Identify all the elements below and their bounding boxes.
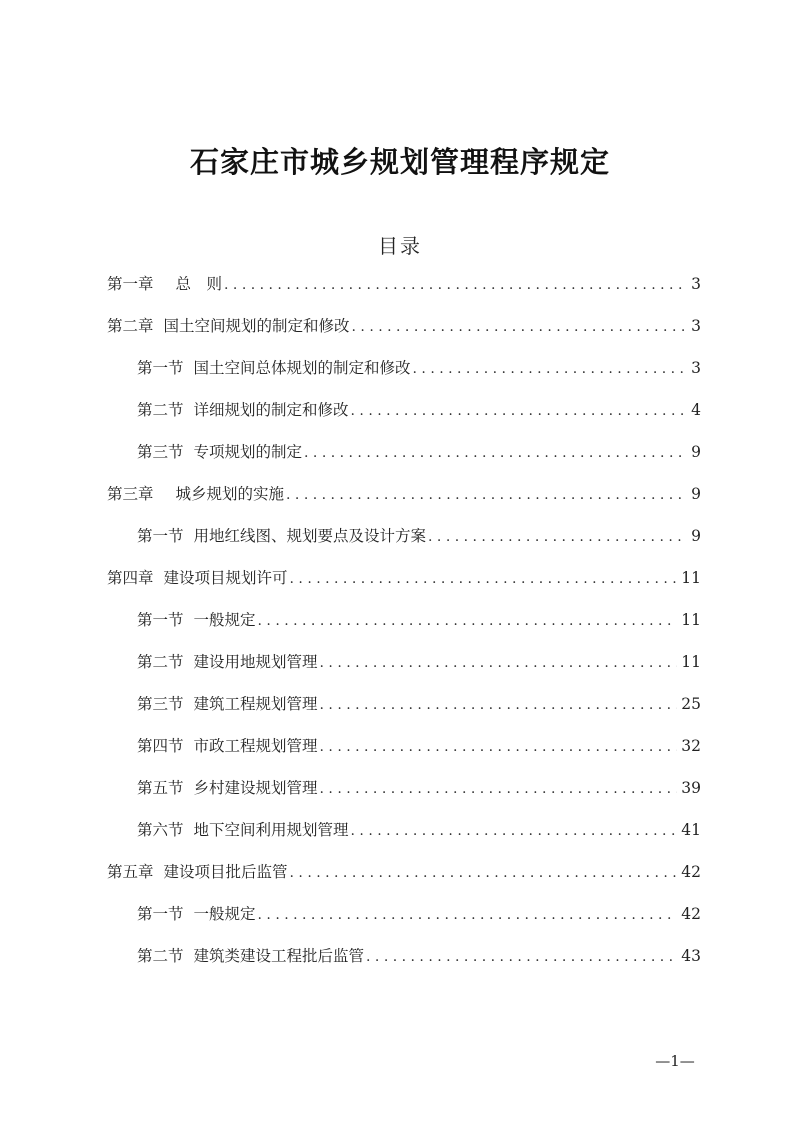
toc-entry-title: 国土空间规划的制定和修改 — [163, 317, 350, 335]
toc-entry[interactable] — [107, 524, 701, 566]
toc-entry-title: 用地红线图、规划要点及设计方案 — [193, 527, 427, 545]
toc-entry-page: 25 — [681, 695, 701, 713]
toc-entry-page: 42 — [681, 905, 701, 923]
dot-leader — [290, 861, 678, 885]
toc-entry-page: 3 — [691, 359, 701, 377]
dot-leader — [351, 399, 688, 423]
toc-entry-title: 市政工程规划管理 — [193, 737, 318, 755]
toc-heading: 目录 — [378, 234, 422, 258]
toc-entry-number: 第二节 — [137, 947, 184, 965]
toc-entry-page: 41 — [681, 821, 701, 839]
toc-entry-page: 11 — [681, 653, 701, 671]
toc-entry-page: 9 — [691, 485, 701, 503]
dot-leader — [224, 273, 687, 297]
toc-entry[interactable] — [107, 440, 701, 482]
dot-leader — [304, 441, 687, 465]
toc-entry[interactable] — [107, 860, 701, 902]
toc-entry-page: 9 — [691, 443, 701, 461]
toc-entry[interactable] — [107, 566, 701, 608]
dot-leader — [258, 609, 678, 633]
toc-entry[interactable] — [107, 818, 701, 860]
toc-entry-page: 4 — [691, 401, 701, 419]
toc-entry[interactable] — [107, 944, 701, 986]
toc-entry-page: 3 — [691, 317, 701, 335]
toc-entry-number: 第一节 — [137, 359, 184, 377]
toc-entry-title: 专项规划的制定 — [193, 443, 303, 461]
toc-entry[interactable] — [107, 314, 701, 356]
toc-entry-number: 第一章 — [107, 275, 154, 293]
toc-entry-title: 建筑工程规划管理 — [193, 695, 318, 713]
toc-entry-page: 9 — [691, 527, 701, 545]
toc-entry[interactable] — [107, 692, 701, 734]
dot-leader — [428, 525, 687, 549]
toc-entry[interactable] — [107, 398, 701, 440]
toc-entry-title: 详细规划的制定和修改 — [193, 401, 349, 419]
toc-entry-number: 第三节 — [137, 443, 184, 461]
toc-entry[interactable] — [107, 482, 701, 524]
toc-entry-title: 乡村建设规划管理 — [193, 779, 318, 797]
toc-entry-page: 32 — [681, 737, 701, 755]
toc-entry-number: 第五节 — [137, 779, 184, 797]
toc-entry-title: 总 则 — [175, 275, 223, 293]
page-number: —1— — [655, 1052, 695, 1070]
toc-entry-number: 第五章 — [107, 863, 154, 881]
toc-entry-page: 11 — [681, 569, 701, 587]
dot-leader — [320, 735, 678, 759]
dot-leader — [351, 819, 678, 843]
toc-entry-title: 国土空间总体规划的制定和修改 — [193, 359, 411, 377]
toc-entry-number: 第二章 — [107, 317, 154, 335]
document-title: 石家庄市城乡规划管理程序规定 — [189, 145, 610, 179]
toc-entry-number: 第六节 — [137, 821, 184, 839]
toc-entry-page: 11 — [681, 611, 701, 629]
dot-leader — [286, 483, 687, 507]
toc-entry[interactable] — [107, 902, 701, 944]
table-of-contents — [107, 272, 701, 986]
toc-entry-number: 第三节 — [137, 695, 184, 713]
dot-leader — [258, 903, 678, 927]
toc-entry-number: 第一节 — [137, 611, 184, 629]
toc-entry-number: 第三章 — [107, 485, 154, 503]
toc-entry[interactable] — [107, 608, 701, 650]
dot-leader — [352, 315, 688, 339]
toc-entry-title: 一般规定 — [193, 611, 256, 629]
dot-leader — [413, 357, 688, 381]
toc-entry-title: 城乡规划的实施 — [175, 485, 285, 503]
toc-entry[interactable] — [107, 734, 701, 776]
toc-entry-page: 42 — [681, 863, 701, 881]
toc-entry-title: 建设项目规划许可 — [163, 569, 288, 587]
toc-entry-number: 第二节 — [137, 653, 184, 671]
toc-entry-title: 建设项目批后监管 — [163, 863, 288, 881]
toc-entry[interactable] — [107, 272, 701, 314]
toc-entry-title: 建筑类建设工程批后监管 — [193, 947, 365, 965]
toc-entry-number: 第一节 — [137, 527, 184, 545]
toc-entry-title: 一般规定 — [193, 905, 256, 923]
toc-entry-title: 地下空间利用规划管理 — [193, 821, 349, 839]
toc-entry-page: 39 — [681, 779, 701, 797]
toc-entry-title: 建设用地规划管理 — [193, 653, 318, 671]
toc-entry[interactable] — [107, 356, 701, 398]
toc-entry[interactable] — [107, 650, 701, 692]
toc-entry-number: 第一节 — [137, 905, 184, 923]
dot-leader — [320, 651, 678, 675]
toc-entry-number: 第二节 — [137, 401, 184, 419]
dot-leader — [290, 567, 678, 591]
dot-leader — [320, 693, 678, 717]
toc-entry-number: 第四节 — [137, 737, 184, 755]
dot-leader — [366, 945, 677, 969]
toc-entry-page: 43 — [681, 947, 701, 965]
toc-entry-number: 第四章 — [107, 569, 154, 587]
dot-leader — [320, 777, 678, 801]
toc-entry[interactable] — [107, 776, 701, 818]
toc-entry-page: 3 — [691, 275, 701, 293]
